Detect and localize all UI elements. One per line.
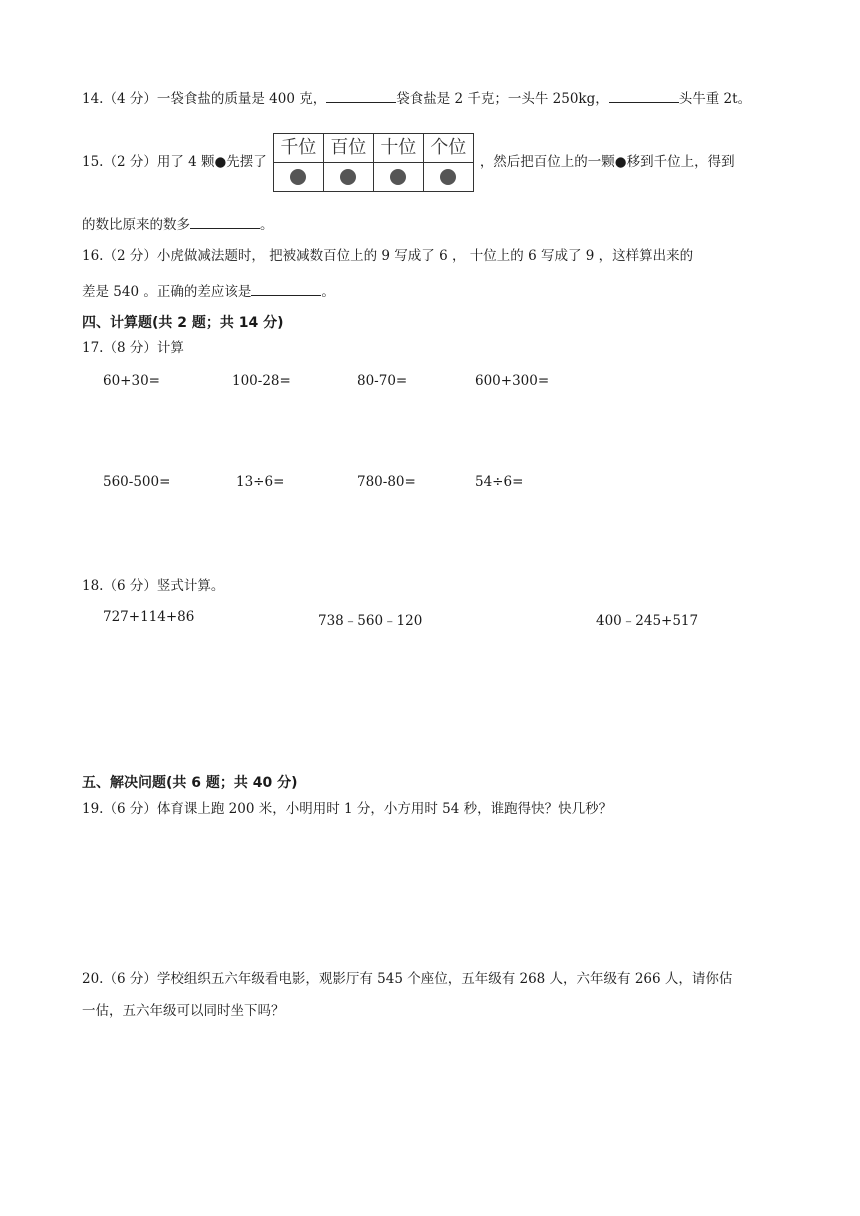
question-16-line1: 16.（2 分）小虎做减法题时， 把被减数百位上的 9 写成了 6 ， 十位上的 6 写成了 9 ，这样算出来的 (82, 248, 694, 264)
q17-expr: 780-80= (357, 474, 416, 490)
bead-icon (390, 169, 406, 185)
q16-text-1: 差是 540 。正确的差应该是 (82, 284, 252, 300)
section-5-title: 五、解决问题(共 6 题；共 40 分) (82, 775, 298, 791)
place-cell-thousands (273, 162, 323, 191)
q17-expr: 600+300= (475, 373, 550, 389)
question-17-title: 17.（8 分）计算 (82, 340, 184, 356)
question-19: 19.（6 分）体育课上跑 200 米，小明用时 1 分，小方用时 54 秒，谁跑得快？快几秒？ (82, 801, 613, 817)
q15-text-3: 的数比原来的数多 (82, 217, 190, 233)
place-cell-tens (373, 162, 423, 191)
q14-text-3: 头牛重 2t。 (678, 91, 752, 107)
place-header-thousands: 千位 (273, 133, 323, 162)
place-cell-ones (423, 162, 473, 191)
question-15-line2 (82, 214, 274, 235)
q15-blank[interactable] (190, 214, 260, 229)
place-value-table (273, 133, 474, 192)
bead-icon (290, 169, 306, 185)
q17-expr: 560-500= (103, 474, 171, 490)
bead-icon (340, 169, 356, 185)
place-header-tens: 十位 (373, 133, 423, 162)
q14-text-1: 14.（4 分）一袋食盐的质量是 400 克， (82, 91, 327, 107)
place-header-ones: 个位 (423, 133, 473, 162)
q17-expr: 13÷6= (236, 474, 285, 490)
place-cell-hundreds (323, 162, 373, 191)
question-20-line2: 一估，五六年级可以同时坐下吗？ (82, 1003, 285, 1019)
question-14 (82, 88, 751, 109)
section-4-title: 四、计算题(共 2 题；共 14 分) (82, 315, 284, 331)
question-16-line2 (82, 281, 335, 302)
q15-text-2: ，然后把百位上的一颗●移到千位上，得到 (479, 154, 735, 170)
q18-expr: 727+114+86 (103, 609, 195, 625)
q17-expr: 54÷6= (475, 474, 524, 490)
q17-expr: 60+30= (103, 373, 160, 389)
question-20-line1: 20.（6 分）学校组织五六年级看电影，观影厅有 545 个座位，五年级有 268 人，六年级有 266 人，请你估 (82, 971, 733, 987)
q17-expr: 100-28= (232, 373, 291, 389)
q15-text-4: 。 (260, 217, 274, 233)
q14-blank-2[interactable] (609, 88, 679, 103)
place-header-hundreds: 百位 (323, 133, 373, 162)
q18-expr: 400﹣245+517 (596, 613, 699, 629)
q15-text-1: 15.（2 分）用了 4 颗●先摆了 (82, 154, 267, 170)
q16-blank[interactable] (251, 281, 321, 296)
q17-expr: 80-70= (357, 373, 408, 389)
question-18-title: 18.（6 分）竖式计算。 (82, 578, 225, 594)
q16-text-2: 。 (321, 284, 335, 300)
q14-blank-1[interactable] (326, 88, 396, 103)
q14-text-2: 袋食盐是 2 千克；一头牛 250kg， (396, 91, 609, 107)
bead-icon (440, 169, 456, 185)
q18-expr: 738﹣560﹣120 (318, 613, 423, 629)
question-15 (82, 130, 735, 194)
